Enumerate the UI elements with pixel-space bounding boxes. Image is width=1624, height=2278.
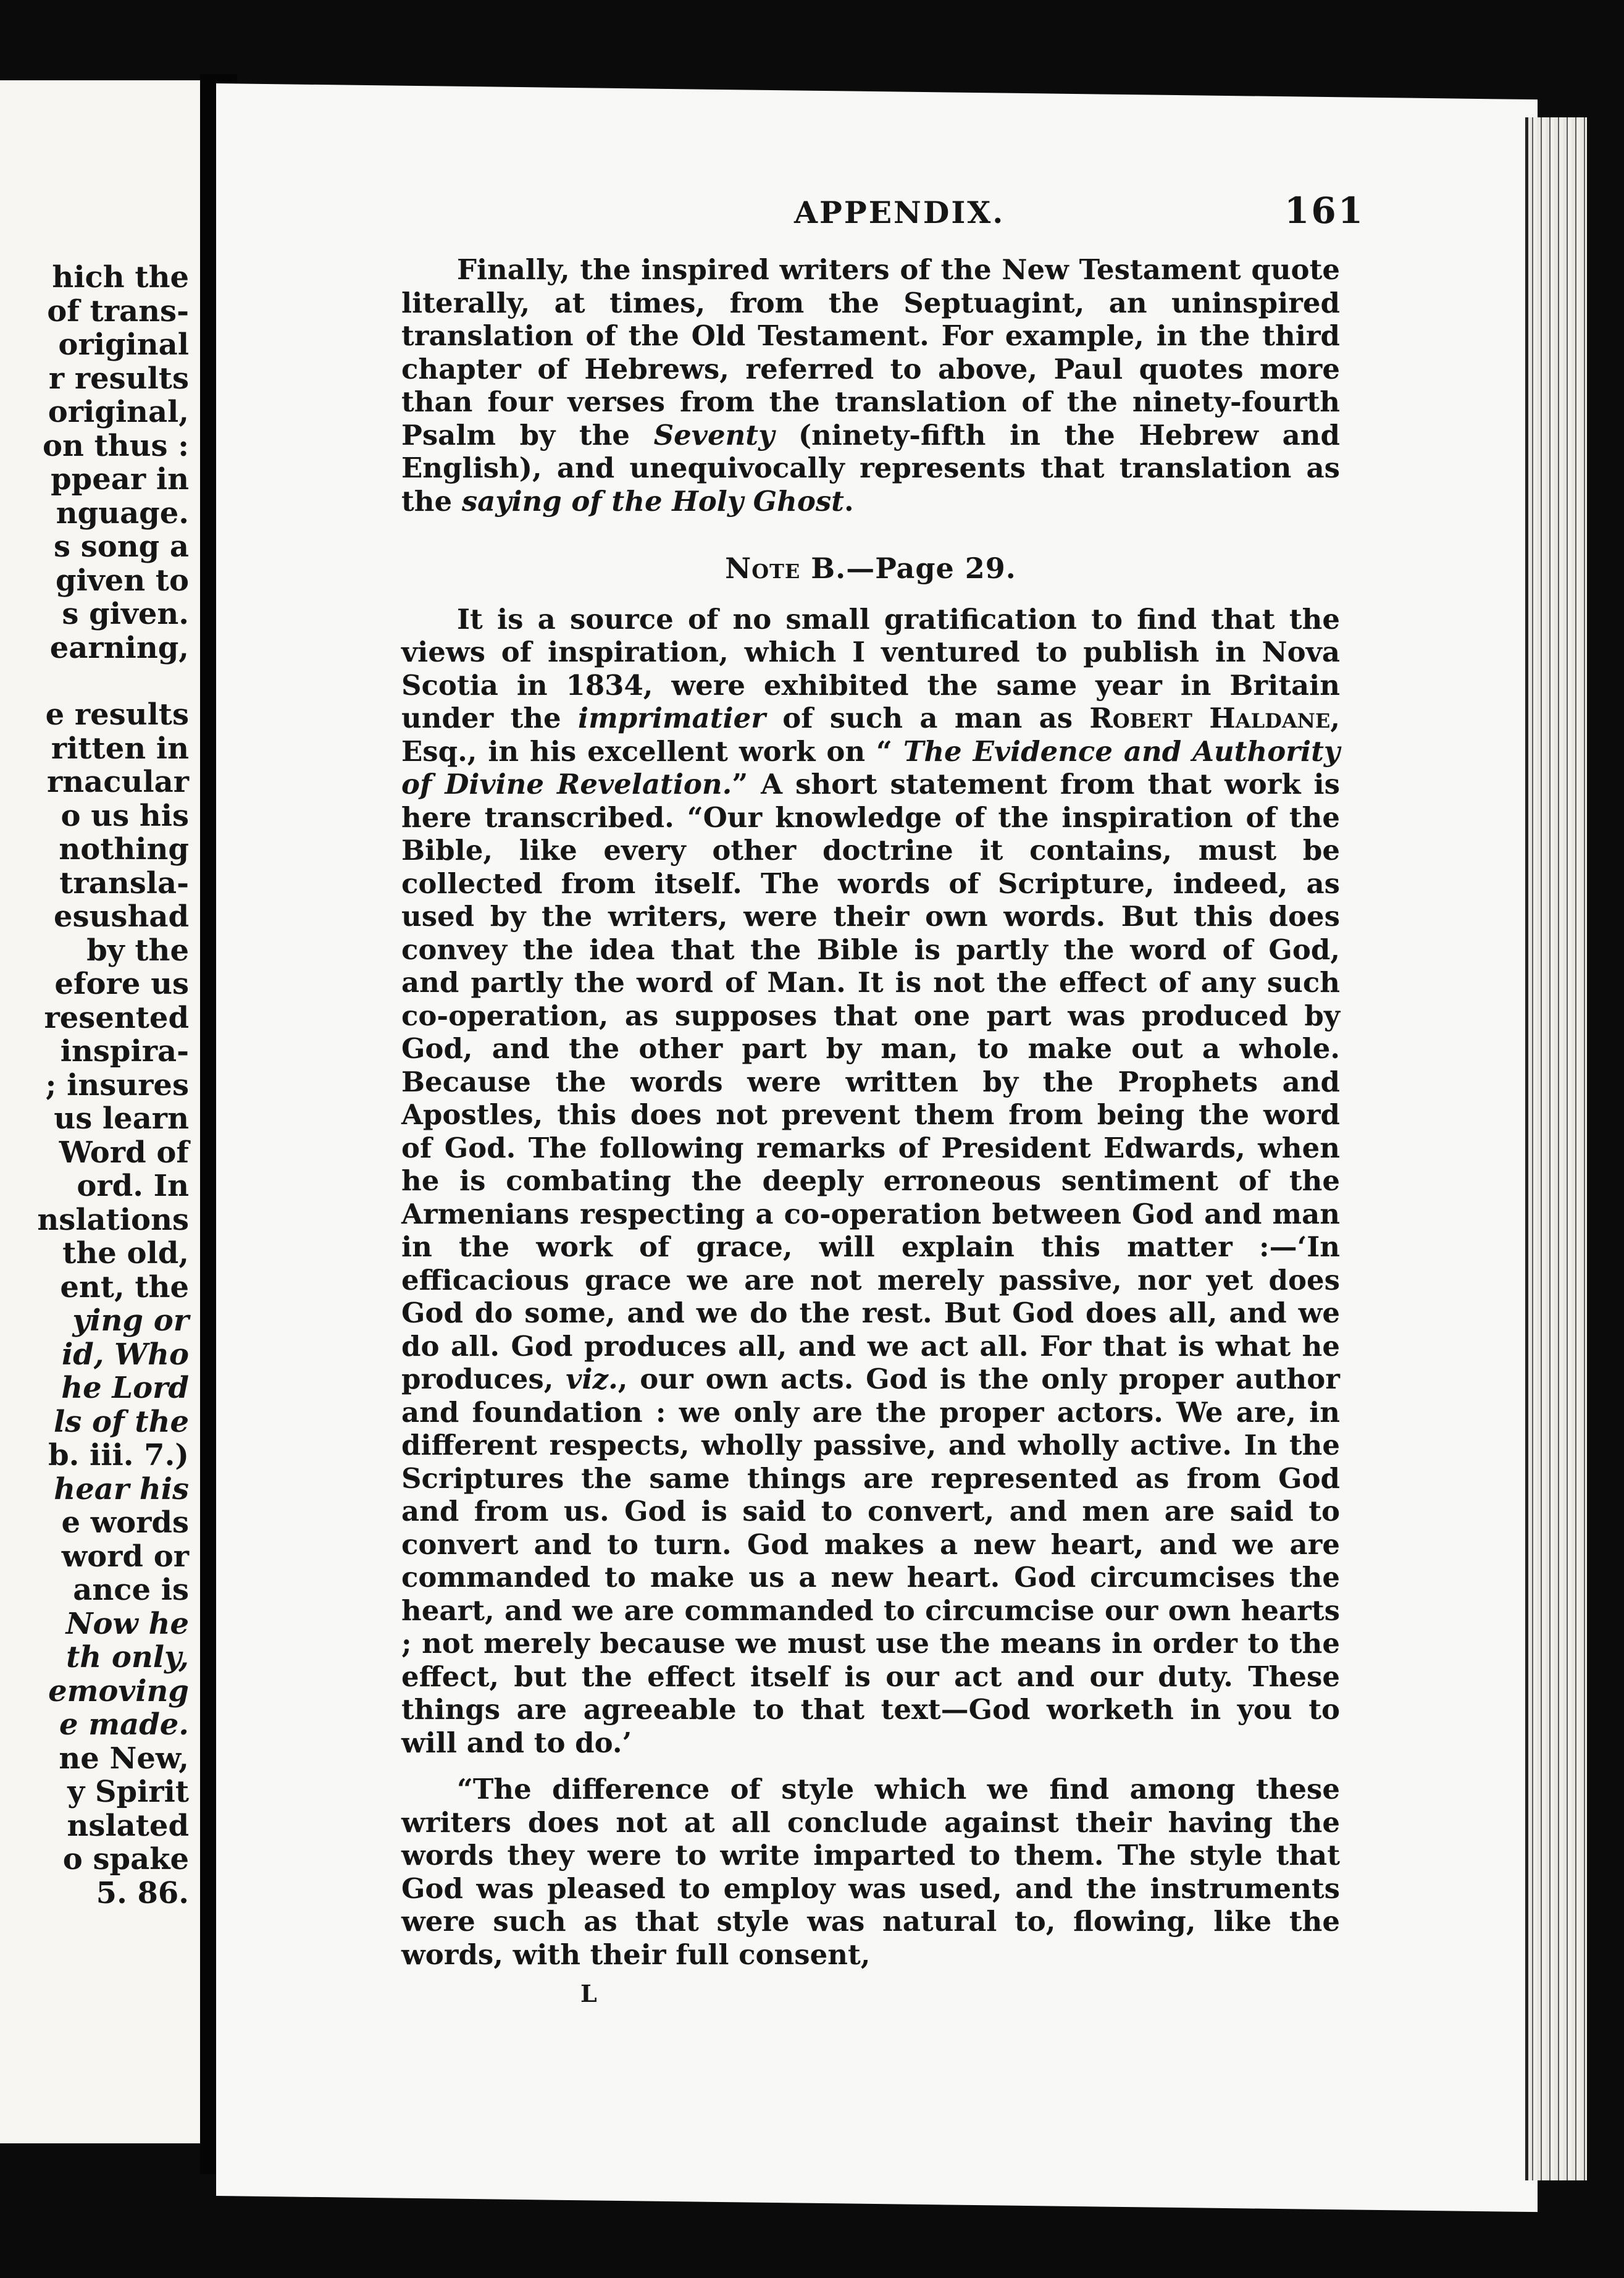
para1-saying: saying of the Holy Ghost xyxy=(461,484,844,518)
page-number: 161 xyxy=(1284,190,1365,232)
left-line: hich the xyxy=(52,260,189,295)
left-line: e results xyxy=(45,697,189,732)
left-line: ying or xyxy=(72,1303,189,1338)
para2-text-b: of such a man as xyxy=(765,702,1090,734)
left-line: ppear in xyxy=(51,462,189,497)
para1-seventy: Seventy xyxy=(653,418,775,452)
left-line: s song a xyxy=(53,529,189,564)
left-line: by the xyxy=(86,933,189,968)
para2-text-e: , our own acts. God is the only proper author and foundation : we only are the proper actors. We are, in different respects, wholly passive, and wholly active. In the Scriptures the same things are represented as from God and from us. God is said to convert, and men are said to convert and to turn. God makes a new heart, and we are commanded to make us a new heart. God circumcises the heart, and we are commanded to circumcise our own hearts ; not merely because we must use the means in order to the effect, but the effect itself is our act and our duty. These things are agreeable to that text—God worketh in you to will and to do.’ xyxy=(401,1363,1340,1759)
left-line: e made. xyxy=(59,1707,189,1742)
left-line: o spake xyxy=(62,1842,189,1877)
left-line: the old, xyxy=(62,1236,189,1271)
left-line: hear his xyxy=(54,1471,189,1507)
left-line: rnacular xyxy=(46,765,189,799)
left-line: nothing xyxy=(59,832,189,867)
signature-mark: L xyxy=(580,1980,597,2007)
note-heading xyxy=(401,552,1340,586)
left-line: emoving xyxy=(48,1673,189,1708)
left-line: ance is xyxy=(73,1573,189,1607)
page-body xyxy=(401,253,1340,2011)
left-line: nslated xyxy=(67,1808,189,1843)
left-line: earning, xyxy=(49,630,189,665)
left-line: nslations xyxy=(37,1202,189,1237)
left-page-text-fragments xyxy=(37,261,189,1910)
left-line: ord. In xyxy=(77,1169,189,1203)
left-line: word or xyxy=(61,1539,189,1574)
left-line: us learn xyxy=(54,1101,189,1136)
left-line xyxy=(37,665,189,698)
left-line: s given. xyxy=(62,597,189,631)
left-line: ritten in xyxy=(51,731,189,766)
para1-text-b: (ninety-fifth in the Hebrew and English), and unequivocally represents that translation as the xyxy=(401,418,1340,518)
left-line: original xyxy=(58,327,189,362)
left-line: resented xyxy=(44,1000,189,1035)
left-facing-page xyxy=(0,80,200,2143)
left-line: th only, xyxy=(66,1640,189,1675)
left-line: id, Who xyxy=(61,1337,189,1372)
note-label: Note xyxy=(725,552,801,585)
page-edges xyxy=(1525,117,1587,2180)
para2-imprimatier: imprimatier xyxy=(577,702,766,734)
para1-text-a: Finally, the inspired writers of the New Testament quote literally, at times, from the Septuagint, an uninspired translation of the Old Testament. For example, in the third chapter of Hebrews, referred to above, Paul quotes more than four verses from the translation of the ninety-fourth Psalm by the xyxy=(401,253,1340,452)
left-line: ls of the xyxy=(54,1404,189,1439)
paragraph-style: “The difference of style which we find among these writers does not at all conclude against their having the words they were to write imparted to them. The style that God was pleased to employ was used, and the instruments were such as that style was natural to, flowing, like the words, with their full consent, xyxy=(401,1773,1340,1971)
left-line: y Spirit xyxy=(67,1775,189,1809)
left-line: b. iii. 7.) xyxy=(48,1438,189,1473)
left-line: e words xyxy=(61,1505,189,1540)
left-line: ; insures xyxy=(45,1067,189,1103)
para2-viz: viz. xyxy=(566,1363,618,1395)
para2-text-d: ” A short statement from that work is here transcribed. “Our knowledge of the inspiration of the Bible, like every other doctrine it contains, must be collected from itself. The words of Scripture, indeed, as used by the writers, were their own words. But this does convey the idea that the Bible is partly the word of God, and partly the word of Man. It is not the effect of any such co-operation, as supposes that one part was produced by God, and the other part by man, to make out a whole. Because the words were written by the Prophets and Apostles, this does not prevent them from being the word of God. The following remarks of President Edwards, when he is combating the deeply erroneous sentiment of the Armenians respecting a co-operation between God and man in the work of grace, will explain this matter :—‘In efficacious grace we are not merely passive, nor yet does God do some, and we do the rest. But God does all, and we do all. God produces all, and we act all. For that is what he produces, xyxy=(401,768,1340,1395)
left-line: given to xyxy=(55,563,189,598)
left-line: Word of xyxy=(59,1135,189,1170)
left-line: transla- xyxy=(59,865,189,901)
left-line: he Lord xyxy=(61,1371,189,1405)
left-line: r results xyxy=(48,361,189,396)
paragraph-finally xyxy=(401,253,1340,518)
paragraph-inspiration xyxy=(401,603,1340,1760)
running-header xyxy=(580,108,1365,232)
left-line: ne New, xyxy=(59,1741,189,1776)
para2-text-a: It is a source of no small gratification to find that the views of inspiration, which I ventured to publish in Nova Scotia in 1834, were exhibited the same year in Britain under the xyxy=(401,602,1340,734)
para2-author-name: Robert Haldane xyxy=(1089,702,1331,734)
left-line: of trans- xyxy=(47,293,189,329)
left-line: Now he xyxy=(65,1606,189,1641)
left-line: inspira- xyxy=(60,1034,189,1069)
para1-text-c: . xyxy=(843,484,854,518)
left-line: 5. 86. xyxy=(96,1875,189,1910)
left-line: nguage. xyxy=(56,495,189,531)
para2-text-c: , Esq., in his excellent work on “ xyxy=(401,702,1340,768)
running-head-title: APPENDIX. xyxy=(794,195,1005,230)
left-line: ent, the xyxy=(60,1269,189,1305)
note-page-ref: B.—Page 29. xyxy=(811,552,1016,585)
para2-work-title: The Evidence and Authority of Divine Revelation. xyxy=(401,734,1340,801)
left-line: esushad xyxy=(53,899,189,934)
left-line: original, xyxy=(48,395,189,429)
left-line: on thus : xyxy=(42,428,189,463)
left-line: o us his xyxy=(61,798,189,833)
left-line: efore us xyxy=(54,967,189,1001)
